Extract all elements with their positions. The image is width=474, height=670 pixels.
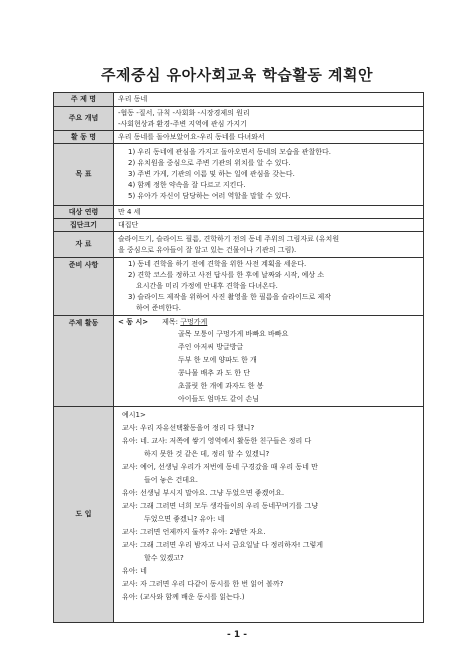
example-label: 예시1> bbox=[122, 411, 146, 419]
row-concept bbox=[54, 107, 424, 131]
prep-item-cont: 요시간을 미리 가정에 안내후 견학을 다녀온다. bbox=[136, 282, 278, 290]
concept-line: -협동 -질서, 규칙 -사회화 -시장경제의 원리 bbox=[118, 108, 250, 117]
label-activity: 활 동 명 bbox=[54, 131, 114, 144]
dialogue-text: 교사: 그러면 언제까지 둘까? 유아: 2밤만 자요. bbox=[122, 528, 266, 536]
label-goals: 목 표 bbox=[54, 144, 114, 206]
dialogue-line bbox=[118, 500, 419, 526]
dialogue-line bbox=[118, 461, 419, 487]
dialogue-text: 교사: 자 그러면 우리 다같이 동시를 한 번 읽어 볼까? bbox=[122, 580, 284, 588]
dialogue-text: 교사: 그래 그러면 너희 모두 생각들이의 우리 동네꾸며기를 그냥 bbox=[122, 502, 318, 510]
value-goals bbox=[114, 144, 424, 206]
label-prep: 준비 사항 bbox=[54, 258, 114, 316]
poem-line: 초콜릿 한 개에 과자도 한 봉 bbox=[178, 382, 264, 390]
document-title: 주제중심 유아사회교육 학습활동 계획안 bbox=[101, 66, 373, 84]
dialogue-text: 교사: 그래 그러면 우리 밤자고 나서 금요일날 다 정리하자! 그렇게 bbox=[122, 541, 324, 549]
dialogue-text: 교사: 우리 자유선택활동을어 정리 다 했니? bbox=[122, 424, 255, 432]
poem-line: 주인 아저씨 방글방글 bbox=[178, 343, 244, 351]
row-theme-activity bbox=[54, 316, 424, 407]
dialogue-text: 유아: 선생님 부시지 말아요. 그냥 두었으면 좋겠어요. bbox=[122, 489, 285, 497]
dialogue-text: 교사: 예어, 선생님 우리가 저번에 동네 구경갔을 때 우리 동네 만 bbox=[122, 463, 318, 471]
dialogue-text: 유아: 네 bbox=[122, 567, 147, 575]
goal-item: 5) 유아가 자신이 담당하는 여러 역할을 말할 수 있다. bbox=[128, 192, 291, 200]
poem-title-label: 제목: bbox=[162, 318, 181, 326]
value-intro bbox=[114, 407, 424, 623]
prep-item: 2) 견학 코스를 정하고 사전 답사를 한 후에 날짜와 시작, 예상 소 bbox=[128, 271, 325, 279]
dialogue-text: 유아: 네. 교사: 저쪽에 쌓기 영역에서 활동한 친구들은 정리 다 bbox=[122, 437, 312, 445]
goal-item: 3) 주변 가게, 기관의 이름 및 하는 일에 관심을 갖는다. bbox=[128, 170, 295, 178]
concept-line: -사회현상과 환경-주변 지역에 관심 가지기 bbox=[118, 119, 247, 128]
dialogue-cont: 들어 놓은 건데요. bbox=[144, 476, 199, 484]
dialogue-line bbox=[118, 539, 419, 565]
value-materials bbox=[114, 232, 424, 258]
poem-line: 골목 모퉁이 구멍가게 바빠요 바빠요 bbox=[178, 330, 289, 338]
materials-line: 슬라이드기, 슬라이드 필름, 견학하기 전의 동네 주위의 그림자료 (유치원 bbox=[118, 234, 340, 243]
label-concept: 주요 개념 bbox=[54, 107, 114, 131]
dialogue-line bbox=[118, 578, 419, 591]
prep-item: 3) 슬라이드 제작을 위하여 사진 촬영을 한 필름을 슬라이드로 제작 bbox=[128, 293, 332, 301]
poem-line: 콩나물 배추 과 도 한 단 bbox=[178, 369, 250, 377]
prep-item-cont: 하여 준비한다. bbox=[136, 304, 182, 312]
dialogue-line bbox=[118, 422, 419, 435]
value-target: 만 4 세 bbox=[114, 206, 424, 219]
value-activity: 우리 동네를 돌아보았어요-우리 동네를 다녀와서 bbox=[114, 131, 424, 144]
value-group: 대집단 bbox=[114, 219, 424, 232]
label-materials: 자 료 bbox=[54, 232, 114, 258]
row-goals bbox=[54, 144, 424, 206]
dialogue-line bbox=[118, 565, 419, 578]
prep-item: 1) 동네 견학을 하기 전에 견학을 위한 사전 계획을 세운다. bbox=[128, 260, 307, 268]
label-group: 집단크기 bbox=[54, 219, 114, 232]
dialogue-line bbox=[118, 526, 419, 539]
row-group bbox=[54, 219, 424, 232]
dialogue-text: 유아: (교사와 함께 배운 동시를 읽는다.) bbox=[122, 593, 245, 601]
label-theme-activity: 주제 활동 bbox=[54, 316, 114, 407]
value-concept bbox=[114, 107, 424, 131]
dialogue-cont: 하지 못한 것 같은 데, 정리 할 수 있겠니? bbox=[144, 450, 270, 458]
row-materials bbox=[54, 232, 424, 258]
value-theme: 우리 동네 bbox=[114, 93, 424, 107]
dialogue-cont: 할수 있겠고? bbox=[144, 554, 184, 562]
poem-line: 두부 한 모에 양파도 한 개 bbox=[178, 356, 257, 364]
row-activity bbox=[54, 131, 424, 144]
label-intro: 도 입 bbox=[54, 407, 114, 623]
row-theme bbox=[54, 93, 424, 107]
value-theme-activity bbox=[114, 316, 424, 407]
label-theme: 주 제 명 bbox=[54, 93, 114, 107]
lesson-plan-table bbox=[53, 92, 424, 623]
poem-heading bbox=[118, 317, 419, 328]
row-target bbox=[54, 206, 424, 219]
page-number: - 1 - bbox=[227, 630, 247, 640]
goal-item: 1) 우리 동네에 관심을 가지고 돌아오면서 동네의 모습을 관찰한다. bbox=[128, 148, 332, 156]
materials-line: 을 중심으로 유아들이 잘 알고 있는 건물이나 기관의 그림). bbox=[118, 245, 297, 254]
row-prep bbox=[54, 258, 424, 316]
goal-item: 4) 함께 정한 약속을 잘 다르고 지킨다. bbox=[128, 181, 246, 189]
poem-line: 아이들도 엄마도 같이 손님 bbox=[178, 395, 260, 403]
dialogue-cont: 두었으면 좋겠니? 유아: 네 bbox=[144, 515, 225, 523]
label-target: 대상 연령 bbox=[54, 206, 114, 219]
poem-tag: < 동 시> bbox=[118, 318, 149, 326]
dialogue-line bbox=[118, 591, 419, 604]
poem-title: 구멍가게 bbox=[180, 318, 208, 326]
goal-item: 2) 유치원을 중심으로 주변 기관의 위치를 알 수 있다. bbox=[128, 159, 291, 167]
dialogue-line bbox=[118, 435, 419, 461]
dialogue-line bbox=[118, 487, 419, 500]
row-intro bbox=[54, 407, 424, 623]
value-prep bbox=[114, 258, 424, 316]
